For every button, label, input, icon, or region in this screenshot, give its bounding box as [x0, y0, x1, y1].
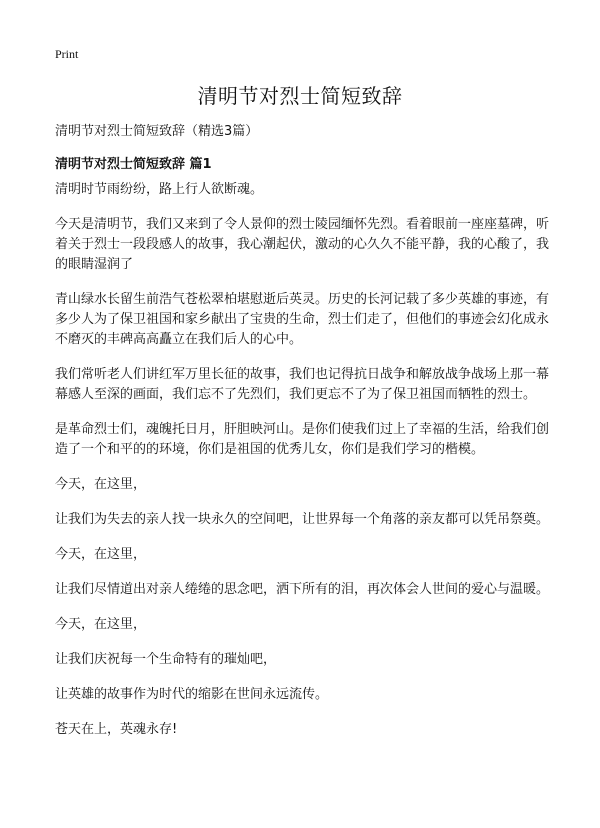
document-subtitle: 清明节对烈士简短致辞（精选3篇）	[55, 124, 259, 139]
paragraph: 让我们庆祝每一个生命特有的璀灿吧，	[55, 652, 277, 667]
paragraph: 让我们尽情道出对亲人绻绻的思念吧，洒下所有的泪，再次体会人世间的爱心与温暖。	[55, 582, 550, 597]
paragraph: 是革命烈士们，魂魄托日月，肝胆映河山。是你们使我们过上了幸福的生活，给我们创造了一个和平的的环境，你们是祖国的优秀儿女，你们是我们学习的楷模。	[55, 422, 550, 457]
paragraph: 让英雄的故事作为时代的缩影在世间永远流传。	[55, 687, 329, 702]
section-heading: 清明节对烈士简短致辞 篇1	[55, 157, 212, 172]
paragraph: 今天，在这里，	[55, 477, 147, 492]
paragraph: 让我们为失去的亲人找一块永久的空间吧，让世界每一个角落的亲友都可以凭吊祭奠。	[55, 512, 550, 527]
paragraph: 今天是清明节，我们又来到了令人景仰的烈士陵园缅怀先烈。看着眼前一座座墓碑，听着关于烈士一段段感人的故事，我心潮起伏，激动的心久久不能平静，我的心酸了，我的眼睛湿润了	[55, 217, 550, 272]
print-link[interactable]: Print	[55, 47, 79, 61]
paragraph: 我们常听老人们讲红军万里长征的故事，我们也记得抗日战争和解放战争战场上那一幕幕感人至深的画面，我们忘不了先烈们，我们更忘不了为了保卫祖国而牺牲的烈士。	[55, 367, 550, 402]
paragraph: 今天，在这里，	[55, 617, 147, 632]
paragraph: 青山绿水长留生前浩气苍松翠柏堪慰逝后英灵。历史的长河记载了多少英雄的事迹，有多少人为了保卫祖国和家乡献出了宝贵的生命，烈士们走了，但他们的事迹会幻化成永不磨灭的丰碑高高矗立在我们后人的心中。	[55, 292, 550, 347]
paragraph: 清明时节雨纷纷，路上行人欲断魂。	[55, 182, 264, 197]
paragraph: 今天，在这里，	[55, 547, 147, 562]
paragraph: 苍天在上，英魂永存!	[55, 722, 178, 737]
document-body	[55, 180, 550, 755]
document-title: 清明节对烈士简短致辞	[197, 84, 403, 108]
